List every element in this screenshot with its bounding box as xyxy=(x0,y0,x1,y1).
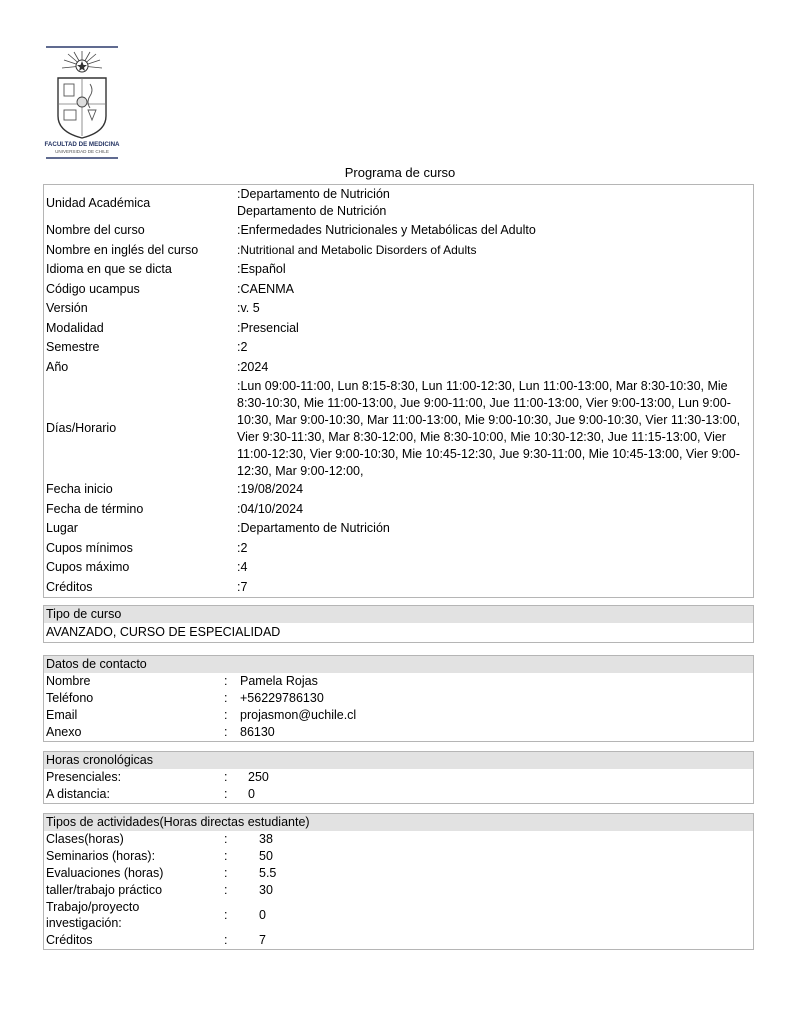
info-row-modalidad xyxy=(44,319,753,339)
university-seal-icon xyxy=(44,46,120,160)
hours-row: Presenciales: : 250 xyxy=(46,770,269,784)
info-value: :v. 5 xyxy=(237,301,260,315)
hours-label: A distancia: xyxy=(46,787,110,801)
hours-box xyxy=(43,751,754,804)
activity-value: 5.5 xyxy=(259,866,277,880)
info-label: Fecha de término xyxy=(46,501,144,516)
info-value: :7 xyxy=(237,579,248,594)
faculty-logo xyxy=(44,46,120,160)
document-title: Programa de curso xyxy=(344,165,456,180)
info-label: Cupos máximo xyxy=(46,560,130,574)
contact-box xyxy=(43,655,754,742)
info-row-fecha-termino xyxy=(44,500,753,520)
contact-value: +56229786130 xyxy=(240,691,324,705)
info-value: :19/08/2024 xyxy=(237,482,304,496)
info-label: Nombre del curso xyxy=(46,223,145,237)
activity-row: Seminarios (horas): : 50 xyxy=(46,849,273,863)
info-row-lugar xyxy=(44,519,753,539)
activity-value: 7 xyxy=(259,933,266,947)
info-row-unidad xyxy=(44,185,753,221)
activity-value: 30 xyxy=(259,883,273,897)
course-type-value: AVANZADO, CURSO DE ESPECIALIDAD xyxy=(46,625,281,639)
activities-box xyxy=(43,813,754,950)
contact-row: Teléfono : +56229786130 xyxy=(46,691,324,705)
hours-value: 250 xyxy=(248,770,269,784)
info-value: :2 xyxy=(237,340,248,354)
course-info-table xyxy=(43,184,754,598)
info-row-version xyxy=(44,299,753,319)
info-label: Fecha inicio xyxy=(46,482,113,496)
info-value: :4 xyxy=(237,560,248,574)
info-label: Cupos mínimos xyxy=(46,540,133,555)
info-row-creditos xyxy=(44,578,753,598)
info-label: Semestre xyxy=(46,340,100,354)
contact-label: Email xyxy=(46,708,78,722)
info-label: Días/Horario xyxy=(46,421,117,435)
contact-label: Anexo xyxy=(46,725,82,739)
course-type-box xyxy=(43,605,754,643)
activity-label: Trabajo/proyecto investigación: xyxy=(46,900,140,930)
info-label: Lugar xyxy=(46,521,78,535)
info-value: :Lun 09:00-11:00, Lun 8:15-8:30, Lun 11:00-12:30, Lun 11:00-13:00, Mar 8:30-10:30, Mie 8:30-10:30, Mie 11:00-13:00, Jue 9:00-11:00, Jue 11:00-13:00, Vier 9:00-13:00, Lun 9:00-10:30, Mar 9:00-10:30, Mar 11:00-13:00, Mie 9:00-10:30, Jue 9:00-10:30, Vier 11:30-13:00, Vier 9:30-11:30, Mar 8:30-12:00, Mie 8:30-10:00, Mie 10:30-12:30, Jue 11:15-13:00, Vier 11:00-12:30, Vier 9:00-10:30, Mie 10:45-12:30, Jue 9:30-11:00, Mie 10:45-13:00, Vier 9:00-12:30, Mar 9:00-12:00, xyxy=(237,379,741,478)
info-label: Créditos xyxy=(46,579,93,594)
info-row-anio xyxy=(44,358,753,378)
info-label: Modalidad xyxy=(46,320,104,335)
info-label: Nombre en inglés del curso xyxy=(46,242,199,257)
info-row-semestre xyxy=(44,338,753,358)
activity-label: Créditos xyxy=(46,933,93,947)
activity-label: Seminarios (horas): xyxy=(46,849,156,863)
info-row-fecha-inicio xyxy=(44,480,753,500)
info-label: Unidad Académica xyxy=(46,196,151,210)
activity-row: Evaluaciones (horas) : 5.5 xyxy=(46,866,277,880)
contact-row: Nombre : Pamela Rojas xyxy=(46,674,318,688)
info-row-codigo xyxy=(44,280,753,300)
contact-row: Email : projasmon@uchile.cl xyxy=(46,708,357,722)
activity-value: 0 xyxy=(259,908,266,922)
logo-text-line2: UNIVERSIDAD DE CHILE xyxy=(55,149,109,154)
info-row-cupos-max xyxy=(44,558,753,578)
activity-label: taller/trabajo práctico xyxy=(46,883,163,897)
info-row-nombre-ingles xyxy=(44,241,753,261)
info-value: :Departamento de Nutrición xyxy=(237,521,390,535)
logo-text-line1: FACULTAD DE MEDICINA xyxy=(44,141,120,148)
contact-value: projasmon@uchile.cl xyxy=(240,708,357,722)
contact-header: Datos de contacto xyxy=(44,656,753,673)
contact-value: Pamela Rojas xyxy=(240,674,318,688)
info-value: :Presencial xyxy=(237,320,299,335)
hours-label: Presenciales: xyxy=(46,770,122,784)
activity-label: Clases(horas) xyxy=(46,832,124,846)
course-type-header: Tipo de curso xyxy=(44,606,753,623)
contact-label: Teléfono xyxy=(46,691,94,705)
info-row-cupos-min xyxy=(44,539,753,559)
info-value: :04/10/2024 xyxy=(237,501,304,516)
activity-row: Créditos : 7 xyxy=(46,933,266,947)
activity-row: Clases(horas) : 38 xyxy=(46,832,273,846)
info-label: Año xyxy=(46,359,69,374)
hours-row: A distancia: : 0 xyxy=(46,787,255,801)
info-row-nombre xyxy=(44,221,753,241)
activity-row: Trabajo/proyecto investigación: : 0 xyxy=(46,900,266,930)
info-value: :CAENMA xyxy=(237,281,294,296)
info-value-2: Departamento de Nutrición xyxy=(237,204,387,218)
info-label: Versión xyxy=(46,301,88,315)
contact-value: 86130 xyxy=(240,725,275,739)
info-label: Código ucampus xyxy=(46,281,140,296)
info-value: :Enfermedades Nutricionales y Metabólicas del Adulto xyxy=(237,223,536,237)
activity-value: 38 xyxy=(259,832,273,846)
info-value: :2 xyxy=(237,540,248,555)
info-value: :Nutritional and Metabolic Disorders of Adults xyxy=(237,242,477,257)
contact-label: Nombre xyxy=(46,674,91,688)
activity-label: Evaluaciones (horas) xyxy=(46,866,164,880)
hours-value: 0 xyxy=(248,787,255,801)
activity-row: taller/trabajo práctico : 30 xyxy=(46,883,273,897)
info-row-idioma xyxy=(44,260,753,280)
activity-value: 50 xyxy=(259,849,273,863)
info-value: :Español xyxy=(237,262,286,276)
info-label: Idioma en que se dicta xyxy=(46,262,172,276)
activities-header: Tipos de actividades(Horas directas estudiante) xyxy=(44,814,753,831)
info-row-horario xyxy=(44,377,753,480)
contact-row: Anexo : 86130 xyxy=(46,725,275,739)
hours-header: Horas cronológicas xyxy=(44,752,753,769)
info-value: :Departamento de Nutrición xyxy=(237,187,390,201)
info-value: :2024 xyxy=(237,359,269,374)
